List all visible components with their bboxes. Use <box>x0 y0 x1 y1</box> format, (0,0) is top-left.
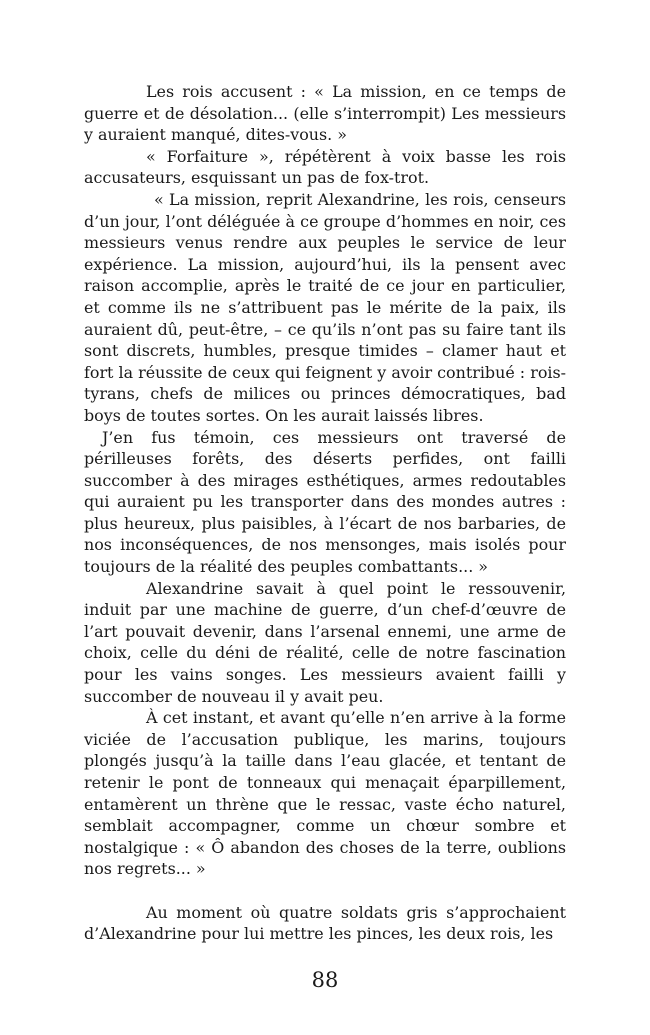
page-number: 88 <box>311 968 339 992</box>
body-text <box>84 81 566 945</box>
paragraph-spacer <box>84 880 566 902</box>
paragraph-1: Les rois accusent : « La mission, en ce temps de guerre et de désolation... (elle s’interrompit) Les messieurs y auraient manqué, dites-vous. » <box>84 82 566 145</box>
paragraph-6: À cet instant, et avant qu’elle n’en arrive à la forme viciée de l’accusation publique, les marins, toujours plongés jusqu’à la taille dans l’eau glacée, et tentant de retenir le pont de tonneaux qui menaçait éparpillement, entamèrent un thrène que le ressac, vaste écho naturel, semblait accompagner, comme un chœur sombre et nostalgique : « Ô abandon des choses de la terre, oublions nos regrets... » <box>84 708 566 879</box>
paragraph-4: J’en fus témoin, ces messieurs ont traversé de périlleuses forêts, des déserts perfides, ont failli succomber à des mirages esthétiques, armes redoutables qui auraient pu les transporter dans des mondes autres : plus heureux, plus paisibles, à l’écart de nos barbaries, de nos inconséquences, de nos mensonges, mais isolés pour toujours de la réalité des peuples combattants... » <box>84 427 566 577</box>
paragraph-3: « La mission, reprit Alexandrine, les rois, censeurs d’un jour, l’ont déléguée à ce groupe d’hommes en noir, ces messieurs venus rendre aux peuples le service de leur expérience. La mission, aujourd’hui, ils la pensent avec raison accomplie, après le traité de ce jour en particulier, et comme ils ne s’attribuent pas le mérite de la paix, ils auraient dû, peut-être, – ce qu’ils n’ont pas su faire tant ils sont discrets, humbles, presque timides – clamer haut et fort la réussite de ceux qui feignent y avoir contribué : rois-tyrans, chefs de milices ou princes démocratiques, bad boys de toutes sortes. On les aurait laissés libres. <box>84 189 566 425</box>
paragraph-5: Alexandrine savait à quel point le ressouvenir, induit par une machine de guerre, d’un chef-d’œuvre de l’art pouvait devenir, dans l’arsenal ennemi, une arme de choix, celle du déni de réalité, celle de notre fascination pour les vains songes. Les messieurs avaient failli y succomber de nouveau il y avait peu. <box>84 578 566 706</box>
paragraph-2: « Forfaiture », répétèrent à voix basse les rois accusateurs, esquissant un pas de fox-trot. <box>84 146 566 188</box>
paragraph-7: Au moment où quatre soldats gris s’approchaient d’Alexandrine pour lui mettre les pinces, les deux rois, les <box>84 902 566 944</box>
